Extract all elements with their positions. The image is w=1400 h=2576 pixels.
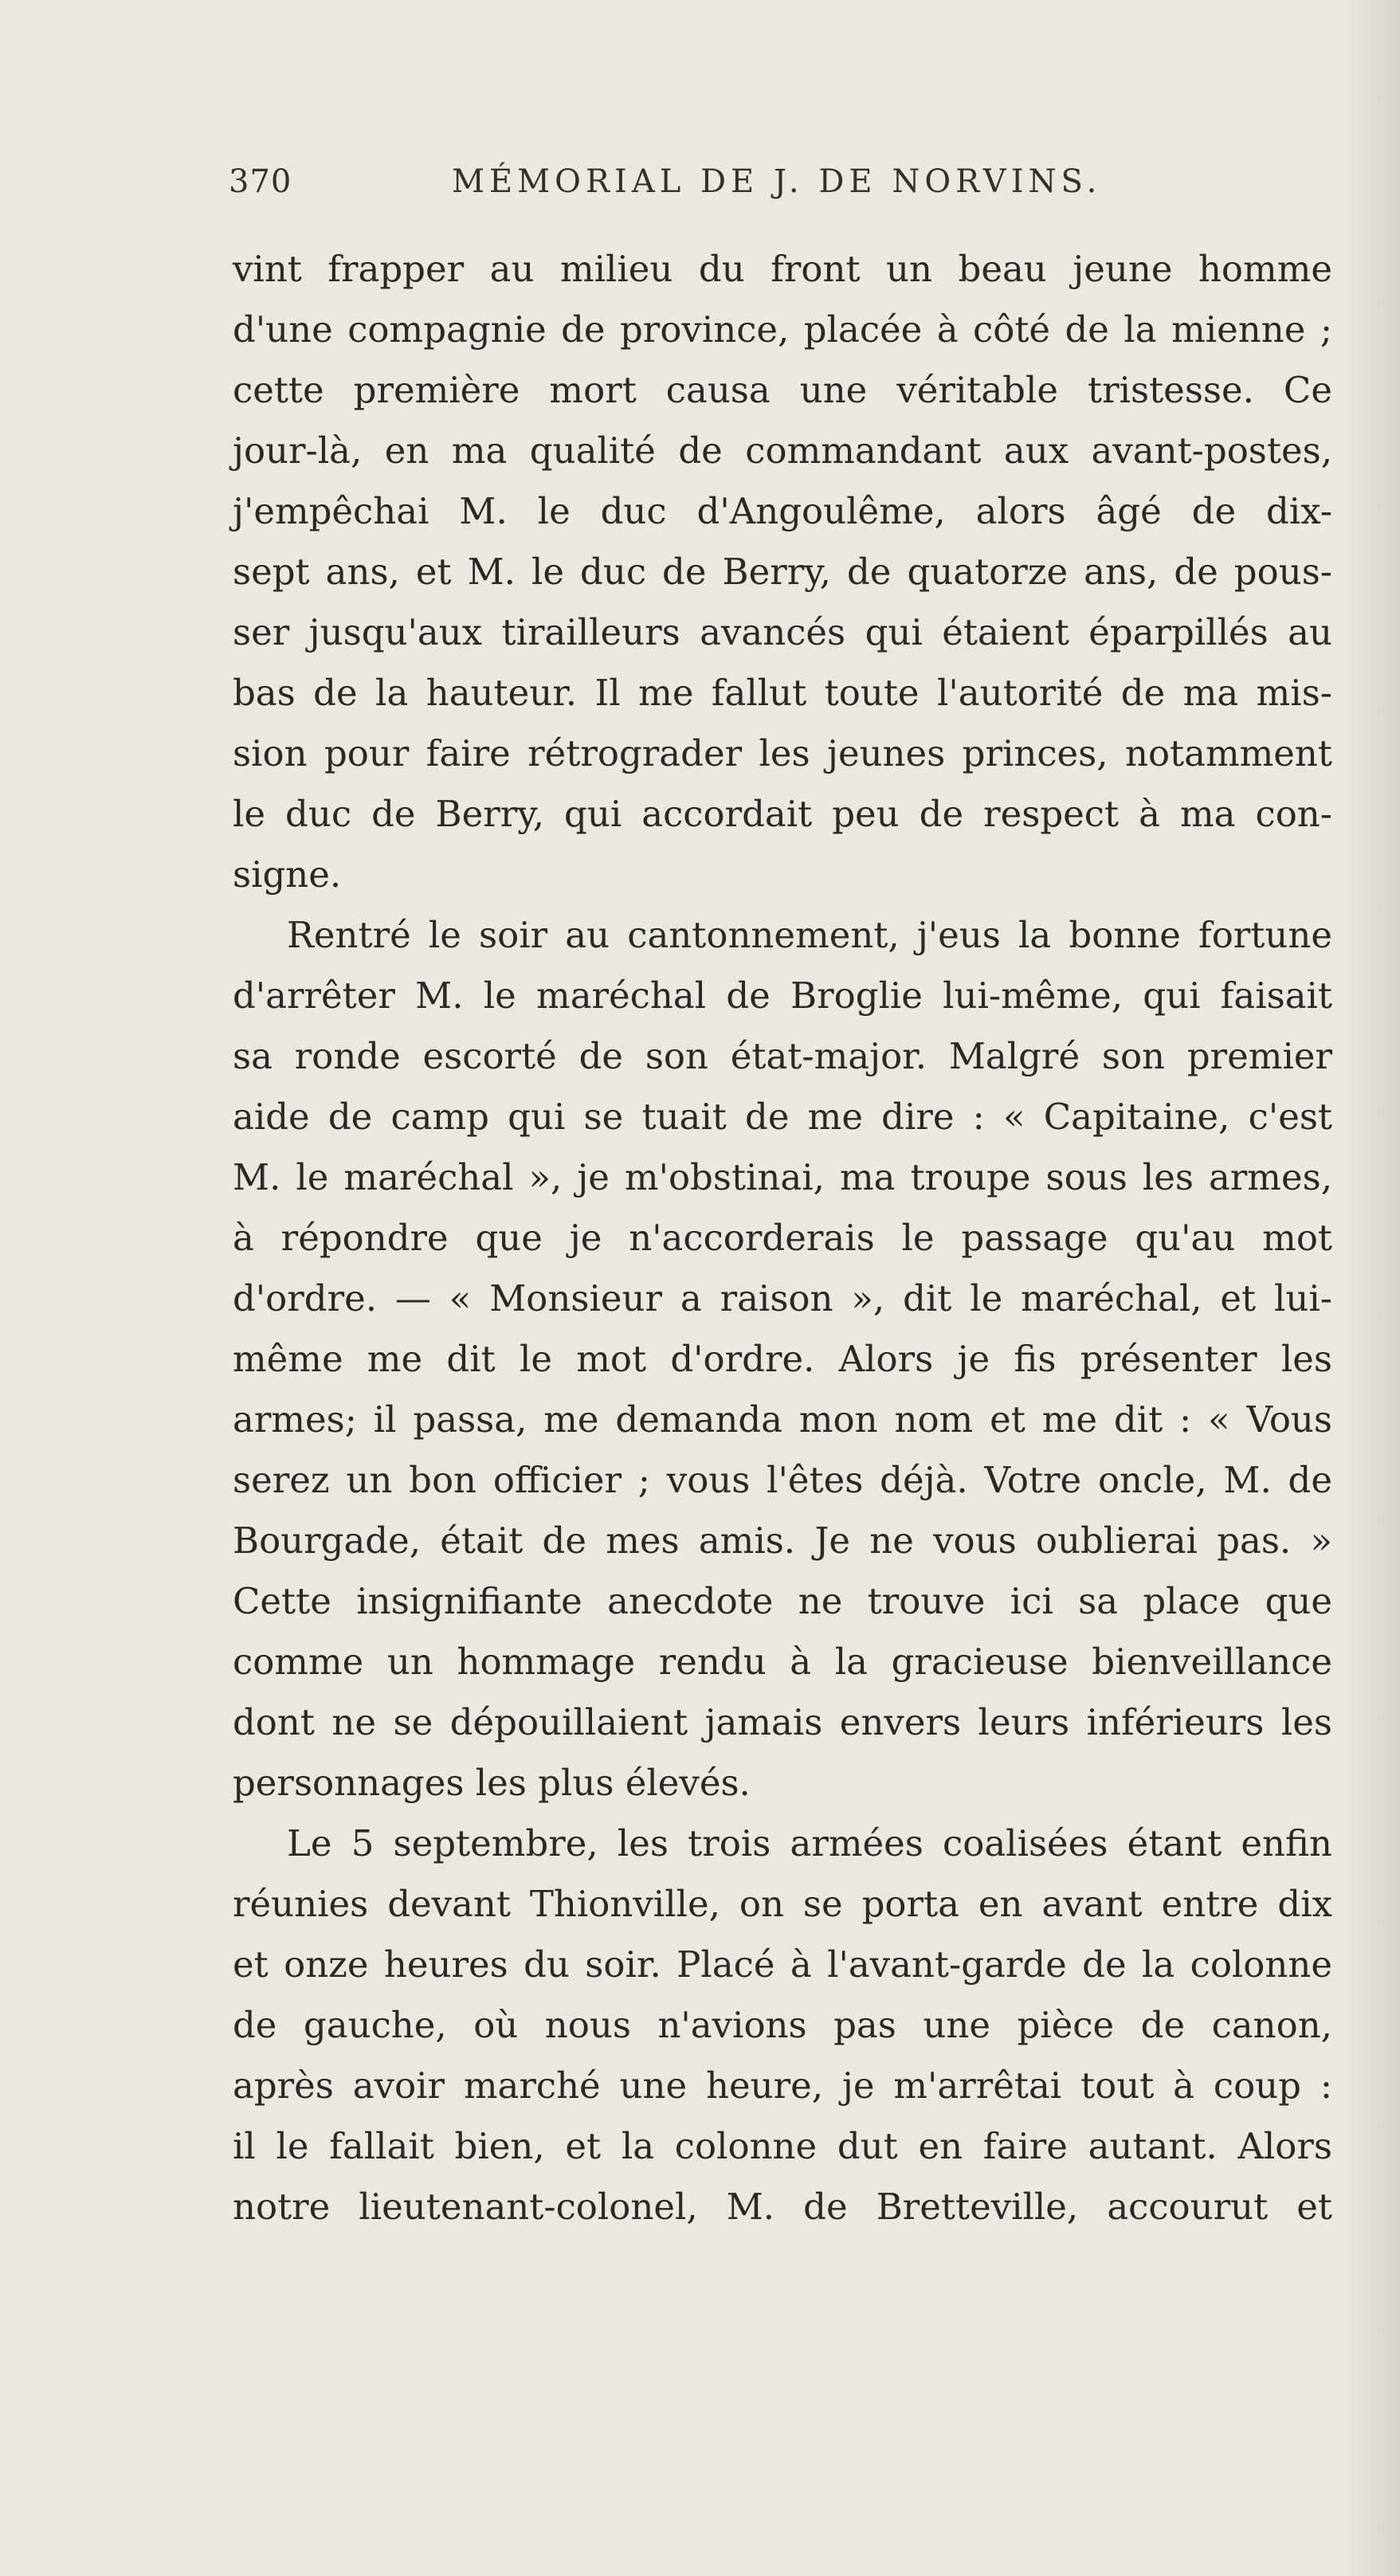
text-line: même me dit le mot d'ordre. Alors je fis présenter les xyxy=(233,1338,1332,1380)
text-line: j'empêchai M. le duc d'Angoulême, alors âgé de dix- xyxy=(233,490,1332,532)
text-line: Cette insignifiante anecdote ne trouve ici sa place que xyxy=(233,1580,1332,1622)
text-line: personnages les plus élevés. xyxy=(233,1762,751,1804)
text-line: Bourgade, était de mes amis. Je ne vous oublierai pas. » xyxy=(233,1519,1332,1562)
text-line: armes; il passa, me demanda mon nom et me dit : « Vous xyxy=(233,1398,1332,1441)
text-line: aide de camp qui se tuait de me dire : « Capitaine, c'est xyxy=(233,1096,1332,1138)
text-line: le duc de Berry, qui accordait peu de respect à ma con- xyxy=(233,793,1332,835)
text-line: ser jusqu'aux tirailleurs avancés qui étaient éparpillés au xyxy=(233,611,1332,653)
text-line: de gauche, où nous n'avions pas une pièce de canon, xyxy=(233,2004,1332,2046)
paragraph-start-line: Rentré le soir au cantonnement, j'eus la bonne fortune xyxy=(287,914,1332,956)
text-line: M. le maréchal », je m'obstinai, ma troupe sous les armes, xyxy=(233,1156,1332,1198)
paragraph-start-line: Le 5 septembre, les trois armées coalisées étant enfin xyxy=(287,1822,1332,1864)
text-line: signe. xyxy=(233,853,342,896)
page-gutter-shadow xyxy=(1344,0,1400,2576)
text-line: comme un hommage rendu à la gracieuse bienveillance xyxy=(233,1641,1332,1683)
text-line: à répondre que je n'accorderais le passage qu'au mot xyxy=(233,1217,1332,1259)
text-line: réunies devant Thionville, on se porta en avant entre dix xyxy=(233,1883,1332,1925)
text-line: notre lieutenant-colonel, M. de Bretteville, accourut et xyxy=(233,2186,1332,2228)
text-line: et onze heures du soir. Placé à l'avant-garde de la colonne xyxy=(233,1943,1332,1986)
text-line: jour-là, en ma qualité de commandant aux avant-postes, xyxy=(233,429,1332,472)
text-line: d'une compagnie de province, placée à côté de la mienne ; xyxy=(233,308,1332,351)
text-line: d'ordre. — « Monsieur a raison », dit le maréchal, et lui- xyxy=(233,1277,1332,1319)
text-line: bas de la hauteur. Il me fallut toute l'autorité de ma mis- xyxy=(233,672,1332,714)
text-line: sept ans, et M. le duc de Berry, de quatorze ans, de pous- xyxy=(233,551,1332,593)
text-line: sion pour faire rétrograder les jeunes princes, notamment xyxy=(233,732,1332,774)
text-line: dont ne se dépouillaient jamais envers leurs inférieurs les xyxy=(233,1701,1332,1743)
page-number: 370 xyxy=(229,163,292,200)
text-line: sa ronde escorté de son état-major. Malgré son premier xyxy=(233,1035,1332,1077)
text-line: cette première mort causa une véritable tristesse. Ce xyxy=(233,369,1332,411)
running-title: MÉMORIAL DE J. DE NORVINS. xyxy=(452,163,1102,200)
text-line: d'arrêter M. le maréchal de Broglie lui-même, qui faisait xyxy=(233,974,1332,1017)
body-text xyxy=(233,239,1332,2237)
page-header xyxy=(225,163,1332,211)
text-line: serez un bon officier ; vous l'êtes déjà. Votre oncle, M. de xyxy=(233,1459,1332,1501)
text-line: vint frapper au milieu du front un beau jeune homme xyxy=(233,248,1332,290)
text-line: après avoir marché une heure, je m'arrêtai tout à coup : xyxy=(233,2064,1332,2107)
text-line: il le fallait bien, et la colonne dut en faire autant. Alors xyxy=(233,2125,1332,2167)
